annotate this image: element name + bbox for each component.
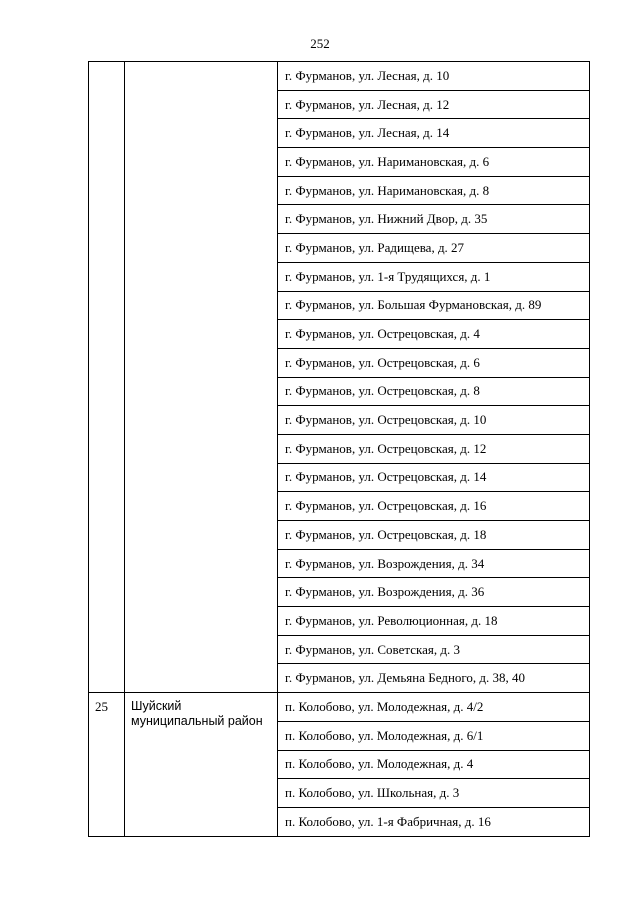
address-cell: п. Колобово, ул. Молодежная, д. 4/2 <box>278 693 590 722</box>
address-table <box>88 61 590 837</box>
district-cell: Шуйский муниципальный район <box>125 693 278 836</box>
address-cell: г. Фурманов, ул. Демьяна Бедного, д. 38, 40 <box>278 664 590 693</box>
address-cell: п. Колобово, ул. Школьная, д. 3 <box>278 779 590 808</box>
address-table-body <box>89 62 590 837</box>
row-number-cell: 25 <box>89 693 125 836</box>
address-cell: г. Фурманов, ул. Советская, д. 3 <box>278 635 590 664</box>
address-cell: г. Фурманов, ул. Острецовская, д. 14 <box>278 463 590 492</box>
page-number: 252 <box>310 36 330 51</box>
address-cell: г. Фурманов, ул. Лесная, д. 12 <box>278 90 590 119</box>
address-cell: г. Фурманов, ул. Острецовская, д. 12 <box>278 434 590 463</box>
address-cell: г. Фурманов, ул. Острецовская, д. 6 <box>278 348 590 377</box>
row-number-cell <box>89 62 125 693</box>
address-cell: п. Колобово, ул. Молодежная, д. 6/1 <box>278 721 590 750</box>
address-cell: г. Фурманов, ул. 1-я Трудящихся, д. 1 <box>278 262 590 291</box>
address-cell: г. Фурманов, ул. Нижний Двор, д. 35 <box>278 205 590 234</box>
address-cell: г. Фурманов, ул. Лесная, д. 10 <box>278 62 590 91</box>
address-cell: г. Фурманов, ул. Наримановская, д. 6 <box>278 148 590 177</box>
table-row <box>89 62 590 91</box>
address-cell: г. Фурманов, ул. Острецовская, д. 16 <box>278 492 590 521</box>
address-cell: г. Фурманов, ул. Лесная, д. 14 <box>278 119 590 148</box>
address-cell: г. Фурманов, ул. Острецовская, д. 8 <box>278 377 590 406</box>
address-cell: г. Фурманов, ул. Возрождения, д. 36 <box>278 578 590 607</box>
address-cell: п. Колобово, ул. Молодежная, д. 4 <box>278 750 590 779</box>
address-cell: п. Колобово, ул. 1-я Фабричная, д. 16 <box>278 807 590 836</box>
address-cell: г. Фурманов, ул. Радищева, д. 27 <box>278 234 590 263</box>
address-cell: г. Фурманов, ул. Острецовская, д. 18 <box>278 521 590 550</box>
address-cell: г. Фурманов, ул. Наримановская, д. 8 <box>278 176 590 205</box>
address-cell: г. Фурманов, ул. Возрождения, д. 34 <box>278 549 590 578</box>
table-row <box>89 693 590 722</box>
address-cell: г. Фурманов, ул. Острецовская, д. 10 <box>278 406 590 435</box>
district-cell <box>125 62 278 693</box>
address-cell: г. Фурманов, ул. Большая Фурмановская, д. 89 <box>278 291 590 320</box>
address-cell: г. Фурманов, ул. Острецовская, д. 4 <box>278 320 590 349</box>
address-cell: г. Фурманов, ул. Революционная, д. 18 <box>278 607 590 636</box>
